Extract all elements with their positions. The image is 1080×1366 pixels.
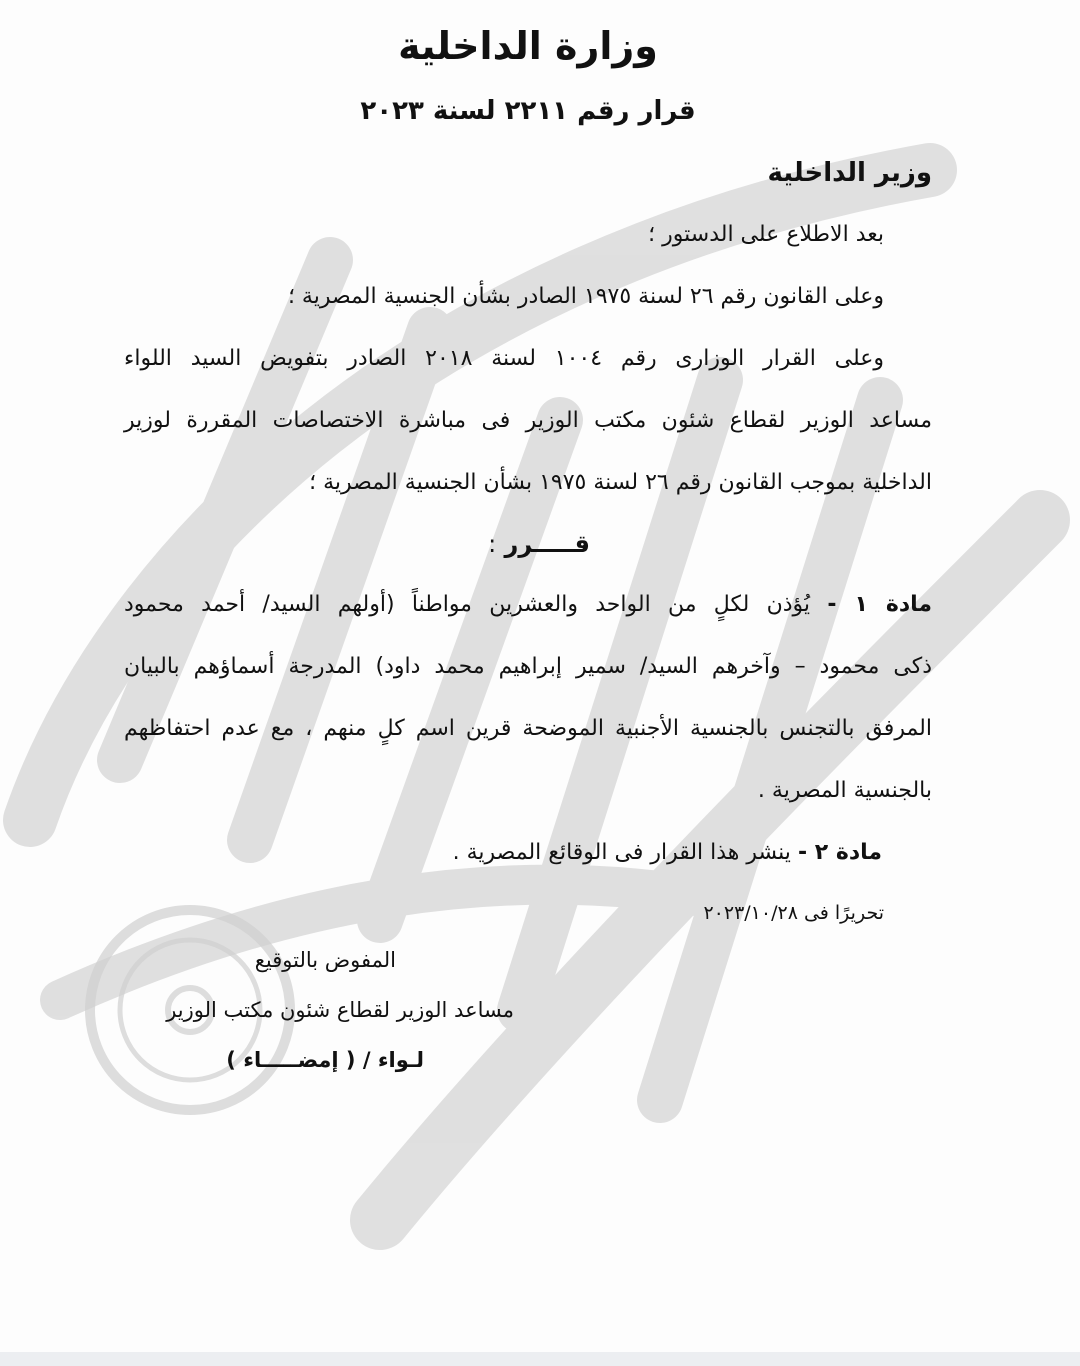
article-1-line-1 [124, 592, 932, 617]
decides-heading [488, 530, 590, 558]
article-1-label: مادة ١ - [827, 592, 932, 617]
article-1-line-3: المرفق بالتجنس بالجنسية الأجنبية الموضحة قرين اسم كلٍ منهم ، مع عدم احتفاظهم [124, 716, 932, 741]
authorized-signatory: المفوض بالتوقيع [254, 948, 396, 972]
signatory-rank [226, 1048, 424, 1072]
article-1-line-2: ذكى محمود – وآخرهم السيد/ سمير إبراهيم محمد داود) المدرجة أسماؤهم بالبيان [124, 654, 932, 679]
article-2-label: مادة ٢ - [797, 840, 882, 865]
date-line: تحريرًا فى ٢٠٢٣/١٠/٢٨ [703, 902, 884, 924]
minister-heading: وزير الداخلية [767, 158, 932, 188]
article-2-line [124, 840, 882, 865]
signed-mark: ( إمضـــــاء ) [226, 1048, 356, 1072]
preamble-line-2: وعلى القانون رقم ٢٦ لسنة ١٩٧٥ الصادر بشأن الجنسية المصرية ؛ [287, 284, 884, 309]
ministry-title: وزارة الداخلية [398, 24, 658, 68]
rank-label: لـواء / [362, 1048, 424, 1072]
decides-word: قـــــرر [504, 530, 590, 558]
article-1-text-1: يُؤذن لكلٍ من الواحد والعشرين مواطناً (أولهم السيد/ أحمد محمود [124, 592, 811, 617]
article-1-line-4: بالجنسية المصرية . [757, 778, 932, 803]
preamble-line-4: مساعد الوزير لقطاع شئون مكتب الوزير فى مباشرة الاختصاصات المقررة لوزير [124, 408, 932, 433]
article-2-text: ينشر هذا القرار فى الوقائع المصرية . [452, 840, 791, 865]
decides-colon: : [488, 530, 497, 558]
preamble-line-5: الداخلية بموجب القانون رقم ٢٦ لسنة ١٩٧٥ بشأن الجنسية المصرية ؛ [309, 470, 932, 495]
signatory-position: مساعد الوزير لقطاع شئون مكتب الوزير [166, 998, 514, 1022]
preamble-line-3: وعلى القرار الوزارى رقم ١٠٠٤ لسنة ٢٠١٨ الصادر بتفويض السيد اللواء [124, 346, 884, 371]
decree-title: قرار رقم ٢٢١١ لسنة ٢٠٢٣ [360, 96, 696, 126]
preamble-line-1: بعد الاطلاع على الدستور ؛ [648, 222, 884, 247]
